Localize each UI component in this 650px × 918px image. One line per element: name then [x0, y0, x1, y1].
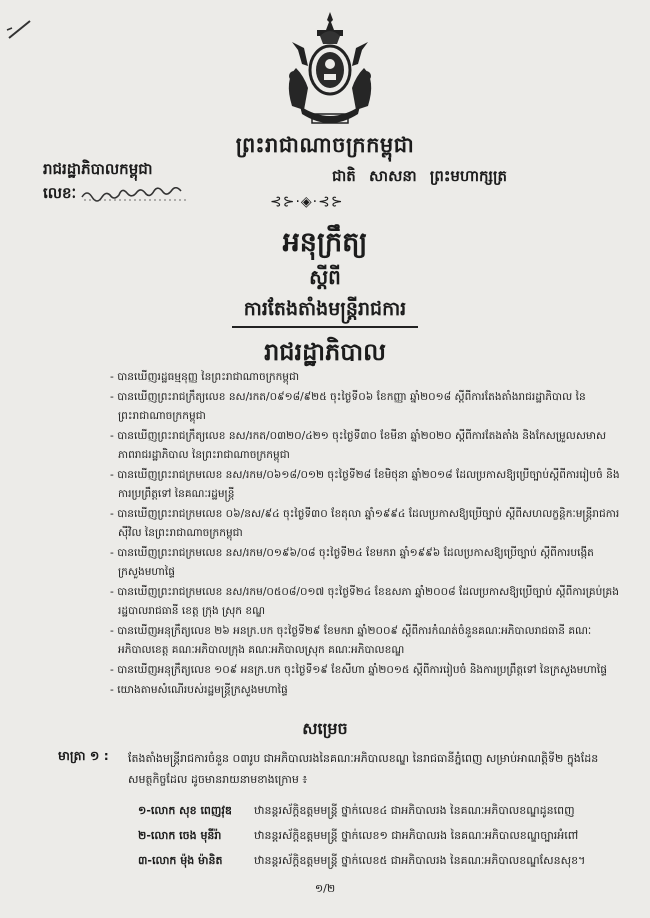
document-subject: ការតែងតាំងមន្ត្រីរាជការ [243, 298, 407, 320]
about-label: ស្តីពី [309, 265, 341, 289]
handwritten-reference-number [80, 187, 192, 203]
appointees-list [138, 798, 638, 873]
article-1-label: មាត្រា ១ : [58, 748, 109, 763]
recital-item: - បានឃើញព្រះរាជក្រមលេខ នស/រកម/០៦១៨/០១២ ចុះថ្ងៃទី២៨ ខែមិថុនា ឆ្នាំ២០១៨ ដែលប្រកាសឱ្យប្រើច្បាប់ស្តីពីការរៀបចំ និងការប្រព្រឹត្តទៅ នៃគណៈរដ្ឋមន្ត្រី [110, 469, 620, 500]
kingdom-title: ព្រះរាជាណាចក្រកម្ពុជា [235, 133, 415, 157]
recital-item: - យោងតាមសំណើរបស់រដ្ឋមន្ត្រីក្រសួងមហាផ្ទៃ [110, 684, 288, 696]
recital-item: - បានឃើញអនុក្រឹត្យលេខ ១០៩ អនក្រ.បក ចុះថ្ងៃទី១៩ ខែសីហា ឆ្នាំ២០១៥ ស្តីពីការរៀបចំ និងការប្រព្រឹត្តទៅ នៃក្រសួងមហាផ្ទៃ [110, 664, 607, 676]
recital-item: - បានឃើញព្រះរាជក្រមលេខ ០៦/នស/៩៤ ចុះថ្ងៃទី៣០ ខែតុលា ឆ្នាំ១៩៩៤ ដែលប្រកាសឱ្យប្រើច្បាប់ ស្តីពីសហលក្ខន្តិកៈមន្ត្រីរាជការស៊ីវិល នៃព្រះរាជាណាចក្រកម្ពុជា [110, 508, 620, 539]
decorative-ornament: ⊰⊱·◈·⊰⊱ [270, 194, 344, 210]
appointee-name: ១-លោក សុខ ពេញវុឌ [138, 804, 232, 817]
recital-item: - បានឃើញព្រះរាជក្រមលេខ នស/រកម/០៥០៨/០១៧ ចុះថ្ងៃទី២៤ ខែឧសភា ឆ្នាំ២០០៨ ដែលប្រកាសឱ្យប្រើច្បាប់ ស្តីពីការគ្រប់គ្រងរដ្ឋបាលរាជធានី ខេត្ត ក្រុង ស្រុក ខណ្ឌ [110, 586, 619, 617]
appointee-position: ឋានន្តរស័ក្តិឧត្តមមន្ត្រី ថ្នាក់លេខ៥ ជាអភិបាលរង នៃគណៈអភិបាលខណ្ឌសែនសុខ។ [254, 854, 586, 867]
appointee-name: ២-លោក ចេង មុនីរ៉ា [138, 829, 222, 842]
recital-item: - បានឃើញព្រះរាជក្រឹត្យលេខ នស/រកត/០៣២០/៤២១ ចុះថ្ងៃទី៣០ ខែមីនា ឆ្នាំ២០២០ ស្តីពីការតែងតាំង និងកែសម្រួលសមាសភាពរាជរដ្ឋាភិបាល នៃព្រះរាជាណាចក្រកម្ពុជា [110, 430, 607, 461]
recital-item: - បានឃើញអនុក្រឹត្យលេខ ២៦ អនក្រ.បក ចុះថ្ងៃទី២៩ ខែមករា ឆ្នាំ២០០៩ ស្តីពីការកំណត់ចំនួនគណៈអភិបាលរាជធានី គណៈអភិបាលខេត្ត គណៈអភិបាលក្រុង គណៈអភិបាលស្រុក គណៈអភិបាលខណ្ឌ [110, 625, 592, 656]
document-type: អនុក្រឹត្យ [282, 227, 368, 258]
issuer-name: រាជរដ្ឋាភិបាលកម្ពុជា [43, 160, 153, 178]
recital-item: - បានឃើញព្រះរាជក្រឹត្យលេខ នស/រកត/០៩១៨/៩២៥ ចុះថ្ងៃទី០៦ ខែកញ្ញា ឆ្នាំ២០១៨ ស្តីពីការតែងតាំងរាជរដ្ឋាភិបាល នៃព្រះរាជាណាចក្រកម្ពុជា [110, 391, 586, 422]
subject-underline [232, 326, 418, 328]
reference-number [43, 184, 192, 206]
appointee-row [138, 798, 638, 823]
recitals-list [110, 368, 620, 701]
article-1-text: តែងតាំងមន្ត្រីរាជការចំនួន ០៣រូប ជាអភិបាលរងនៃគណៈអភិបាលខណ្ឌ នៃរាជធានីភ្នំពេញ សម្រាប់អាណត្តិទី២ ក្នុងដែនសមត្ថកិច្ចដែល ដូចមានរាយនាមខាងក្រោម ៖ [128, 752, 599, 786]
recital-item: - បានឃើញព្រះរាជក្រមលេខ នស/រកម/០១៩៦/០៨ ចុះថ្ងៃទី២៤ ខែមករា ឆ្នាំ១៩៩៦ ដែលប្រកាសឱ្យប្រើច្បាប់ ស្តីពីការបង្កើតក្រសួងមហាផ្ទៃ [110, 547, 594, 578]
pen-mark [6, 18, 36, 42]
appointee-name: ៣-លោក ម៉ុង ម៉ានិត [138, 854, 223, 867]
appointee-row [138, 848, 638, 873]
government-heading: រាជរដ្ឋាភិបាល [264, 338, 386, 366]
appointee-position: ឋានន្តរស័ក្តិឧត្តមមន្ត្រី ថ្នាក់លេខ៤ ជាអភិបាលរង នៃគណៈអភិបាលខណ្ឌដូនពេញ [254, 804, 575, 817]
national-motto: ជាតិ សាសនា ព្រះមហាក្សត្រ [332, 167, 507, 185]
appointee-position: ឋានន្តរស័ក្តិឧត្តមមន្ត្រី ថ្នាក់លេខ១ ជាអភិបាលរង នៃគណៈអភិបាលខណ្ឌច្បារអំពៅ [254, 829, 579, 842]
recital-item: - បានឃើញរដ្ឋធម្មនុញ្ញ នៃព្រះរាជាណាចក្រកម្ពុជា [110, 371, 300, 383]
appointee-row [138, 823, 638, 848]
decision-heading: សម្រេច [302, 719, 348, 738]
reference-label: លេខៈ [43, 184, 77, 202]
page-number: ១/២ [314, 882, 336, 895]
royal-coat-of-arms-emblem [274, 10, 386, 130]
